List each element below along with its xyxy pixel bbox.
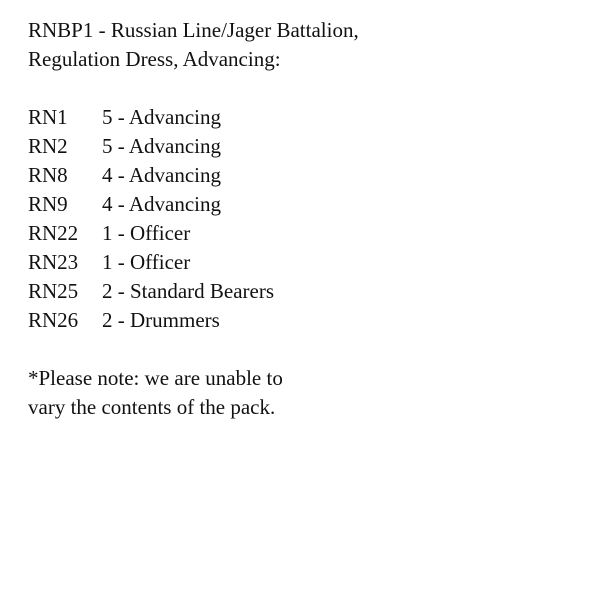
figure-code: RN25 — [28, 279, 79, 303]
list-item — [28, 277, 588, 306]
figure-description: 2 - Standard Bearers — [102, 279, 275, 303]
figure-code: RN22 — [28, 221, 79, 245]
pack-note-line-1: *Please note: we are unable to — [28, 366, 283, 390]
spacer — [28, 335, 588, 364]
list-item — [28, 190, 588, 219]
figure-code: RN2 — [28, 134, 68, 158]
figure-description: 2 - Drummers — [102, 308, 220, 332]
figure-description: 1 - Officer — [102, 221, 191, 245]
list-item — [28, 161, 588, 190]
figure-code: RN1 — [28, 105, 68, 129]
list-item — [28, 306, 588, 335]
figure-description: 5 - Advancing — [102, 134, 221, 158]
figure-description: 4 - Advancing — [102, 163, 221, 187]
figure-description: 4 - Advancing — [102, 192, 221, 216]
pack-title-line-1: RNBP1 - Russian Line/Jager Battalion, — [28, 18, 359, 42]
spacer — [28, 74, 588, 103]
product-description — [28, 16, 588, 422]
list-item — [28, 219, 588, 248]
list-item — [28, 132, 588, 161]
pack-title — [28, 16, 588, 74]
list-item — [28, 248, 588, 277]
figure-description: 1 - Officer — [102, 250, 191, 274]
figure-code: RN8 — [28, 163, 68, 187]
pack-contents-list — [28, 103, 588, 335]
figure-code: RN9 — [28, 192, 68, 216]
pack-note — [28, 364, 588, 422]
figure-code: RN26 — [28, 308, 79, 332]
pack-title-line-2: Regulation Dress, Advancing: — [28, 47, 281, 71]
list-item — [28, 103, 588, 132]
pack-note-line-2: vary the contents of the pack. — [28, 395, 276, 419]
figure-code: RN23 — [28, 250, 79, 274]
figure-description: 5 - Advancing — [102, 105, 221, 129]
